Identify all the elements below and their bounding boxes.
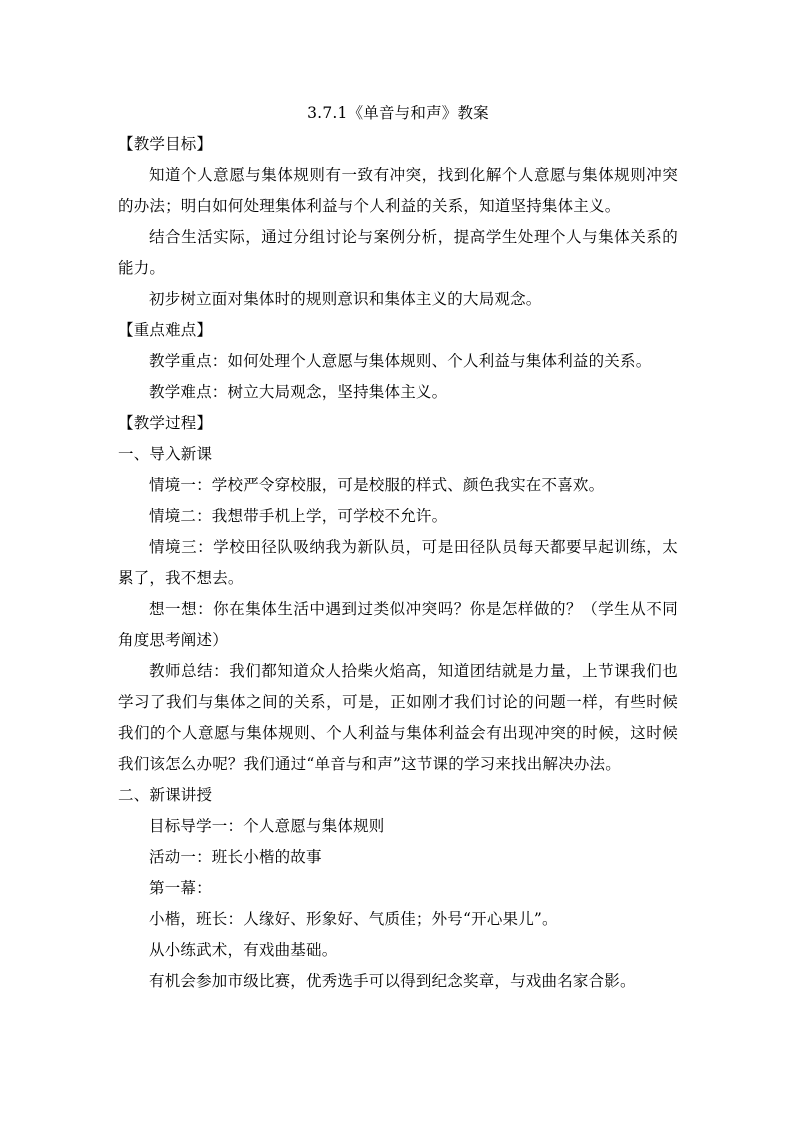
- think-prompt: 想一想：你在集体生活中遇到过类似冲突吗？你是怎样做的？（学生从不同角度思考阐述）: [118, 600, 678, 649]
- teaching-difficulty: 教学难点：树立大局观念，坚持集体主义。: [149, 383, 448, 401]
- part2-heading: 二、新课讲授: [118, 786, 213, 804]
- scenario-3: 情境三：学校田径队吸纳我为新队员，可是田径队员每天都要早起训练，太累了，我不想去。: [118, 538, 678, 587]
- document-body: [118, 98, 678, 997]
- scenario-1: 情境一：学校严令穿校服，可是校服的样式、颜色我实在不喜欢。: [149, 476, 605, 494]
- objective-item-2: 结合生活实际，通过分组讨论与案例分析，提高学生处理个人与集体关系的能力。: [118, 228, 678, 277]
- process-heading: 【教学过程】: [118, 414, 213, 432]
- part1-heading: 一、导入新课: [118, 445, 213, 463]
- teaching-focus: 教学重点：如何处理个人意愿与集体规则、个人利益与集体利益的关系。: [149, 352, 652, 370]
- activity-1: 活动一：班长小楷的故事: [149, 848, 322, 866]
- story-line-3: 有机会参加市级比赛，优秀选手可以得到纪念奖章，与戏曲名家合影。: [149, 972, 636, 990]
- objective-item-1: 知道个人意愿与集体规则有一致有冲突，找到化解个人意愿与集体规则冲突的办法；明白如何处理集体利益与个人利益的关系，知道坚持集体主义。: [118, 166, 678, 215]
- key-points-heading: 【重点难点】: [118, 321, 213, 339]
- story-line-2: 从小练武术，有戏曲基础。: [149, 941, 338, 959]
- goal-1: 目标导学一：个人意愿与集体规则: [149, 817, 385, 835]
- teacher-summary: 教师总结：我们都知道众人拾柴火焰高，知道团结就是力量，上节课我们也学习了我们与集体之间的关系，可是，正如刚才我们讨论的问题一样，有些时候我们的个人意愿与集体规则、个人利益与集体利益会有出现冲突的时候，这时候我们该怎么办呢？我们通过“单音与和声”这节课的学习来找出解决办法。: [118, 662, 678, 773]
- document-title: 3.7.1《单音与和声》教案: [307, 104, 489, 122]
- objective-item-3: 初步树立面对集体时的规则意识和集体主义的大局观念。: [149, 290, 542, 308]
- scene-1: 第一幕：: [149, 879, 212, 897]
- story-line-1: 小楷，班长：人缘好、形象好、气质佳；外号“开心果儿”。: [149, 910, 558, 928]
- objectives-heading: 【教学目标】: [118, 135, 213, 153]
- scenario-2: 情境二：我想带手机上学，可学校不允许。: [149, 507, 448, 525]
